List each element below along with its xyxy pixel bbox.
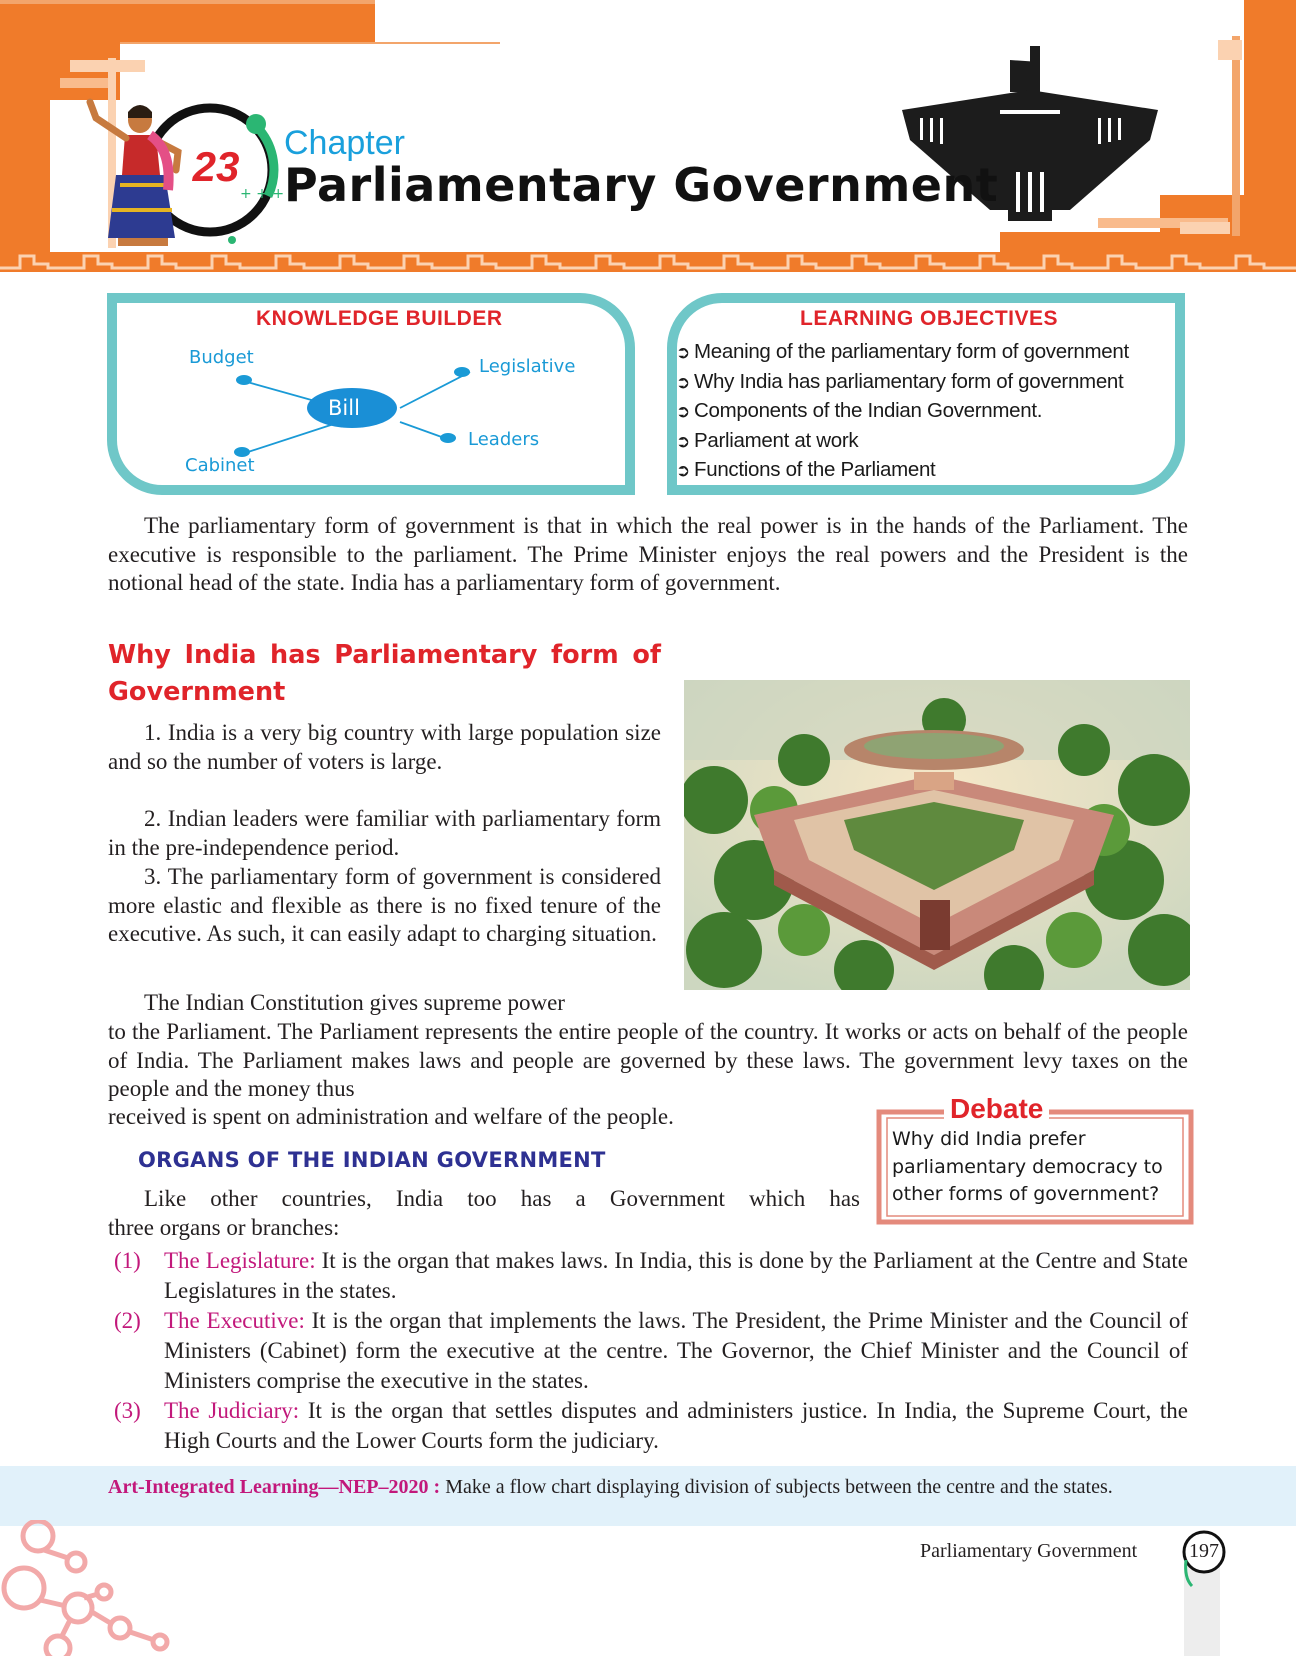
chapter-header: [0, 0, 1296, 272]
kb-center-label: Bill: [328, 396, 360, 420]
organ-item-executive: (2) The Executive: It is the organ that implements the laws. The President, the Prime Minister and the Council of Ministers (Cabinet) form the executive at the centre. The Governor, the Chief Minister and the Council of Ministers comprise the executive in the states.: [114, 1308, 1188, 1393]
chapter-number: 23: [192, 143, 240, 190]
kb-node-cabinet: Cabinet: [185, 455, 255, 476]
kb-node-legislative: Legislative: [479, 356, 576, 377]
supreme-power-paragraph: to the Parliament. The Parliament represents the entire people of the country. It works or acts on behalf of the people of India. The Parliament makes laws and people are governed by these laws. The government levy taxes on the people and the money thus: [108, 1019, 1188, 1101]
kb-node-leaders: Leaders: [468, 429, 540, 450]
kb-node-budget: Budget: [189, 347, 254, 368]
organ-item-judiciary: (3) The Judiciary: It is the organ that settles disputes and administers justice. In India, the Supreme Court, the High Courts and the Lower Courts form the judiciary.: [114, 1398, 1188, 1453]
list-item: ➲ Components of the Indian Government.: [676, 396, 1129, 426]
organ-term: The Legislature:: [164, 1248, 316, 1273]
list-item: ➲ Meaning of the parliamentary form of government: [676, 337, 1129, 367]
list-item: ➲ Parliament at work: [676, 426, 1129, 456]
arrow-icon: ➲: [676, 402, 690, 421]
page-number: 197: [1189, 1540, 1219, 1562]
arrow-icon: ➲: [676, 343, 690, 362]
why-point-1: 1. India is a very big country with large population size and so the number of voters is large.: [108, 720, 661, 774]
chapter-label: Chapter: [284, 124, 405, 162]
molecule-decoration: [0, 1520, 180, 1656]
knowledge-builder-title: KNOWLEDGE BUILDER: [256, 307, 503, 330]
arrow-icon: ➲: [676, 372, 690, 392]
why-point-2: 2. Indian leaders were familiar with parliamentary form in the pre-independence period.: [108, 806, 661, 860]
parliament-photo: [684, 680, 1190, 990]
organs-intro-line1: Like other countries, India too has a Government which has: [144, 1186, 860, 1211]
intro-paragraph: The parliamentary form of government is that in which the real power is in the hands of the Parliament. The executive is responsible to the parliament. The Prime Minister enjoys the real powers and the President is the notional head of the state. India has a parliamentary form of government.: [108, 513, 1188, 595]
learning-objectives-title: LEARNING OBJECTIVES: [800, 307, 1059, 330]
list-item: ➲ Why India has parliamentary form of government: [676, 367, 1129, 397]
supreme-power-end: received is spent on administration and welfare of the people.: [108, 1104, 674, 1129]
organ-term: The Judiciary:: [164, 1398, 300, 1423]
organ-term: The Executive:: [164, 1308, 305, 1333]
learning-objectives-list: [676, 337, 1129, 485]
arrow-icon: ➲: [676, 461, 690, 480]
organs-heading: ORGANS OF THE INDIAN GOVERNMENT: [138, 1148, 606, 1172]
list-item: ➲ Functions of the Parliament: [676, 455, 1129, 485]
why-heading-line2: Government: [108, 677, 286, 707]
svg-text:+ + +: + + +: [240, 186, 285, 202]
organs-intro-line2: three organs or branches:: [108, 1215, 340, 1240]
header-decoration: [0, 0, 1296, 272]
footer-chapter-title: Parliamentary Government: [920, 1540, 1138, 1562]
why-point-3: 3. The parliamentary form of government is considered more elastic and flexible as there is no fixed tenure of the executive. As such, it can easily adapt to charging situation.: [108, 864, 661, 946]
debate-title: Debate: [944, 1093, 1049, 1125]
arrow-icon: ➲: [676, 431, 690, 451]
art-integrated-note: Art-Integrated Learning—NEP–2020 : Make a flow chart displaying division of subjects between the centre and the states.: [108, 1476, 1113, 1498]
why-heading-line1: Why India has Parliamentary form of: [108, 640, 661, 670]
organ-item-legislature: (1) The Legislature: It is the organ that makes laws. In India, this is done by the Parliament at the Centre and State Legislatures in the states.: [114, 1248, 1188, 1303]
debate-question: Why did India prefer parliamentary democracy to other forms of government?: [892, 1128, 1163, 1205]
page-title: Parliamentary Government: [284, 158, 999, 212]
supreme-power-line: The Indian Constitution gives supreme power: [144, 990, 565, 1015]
